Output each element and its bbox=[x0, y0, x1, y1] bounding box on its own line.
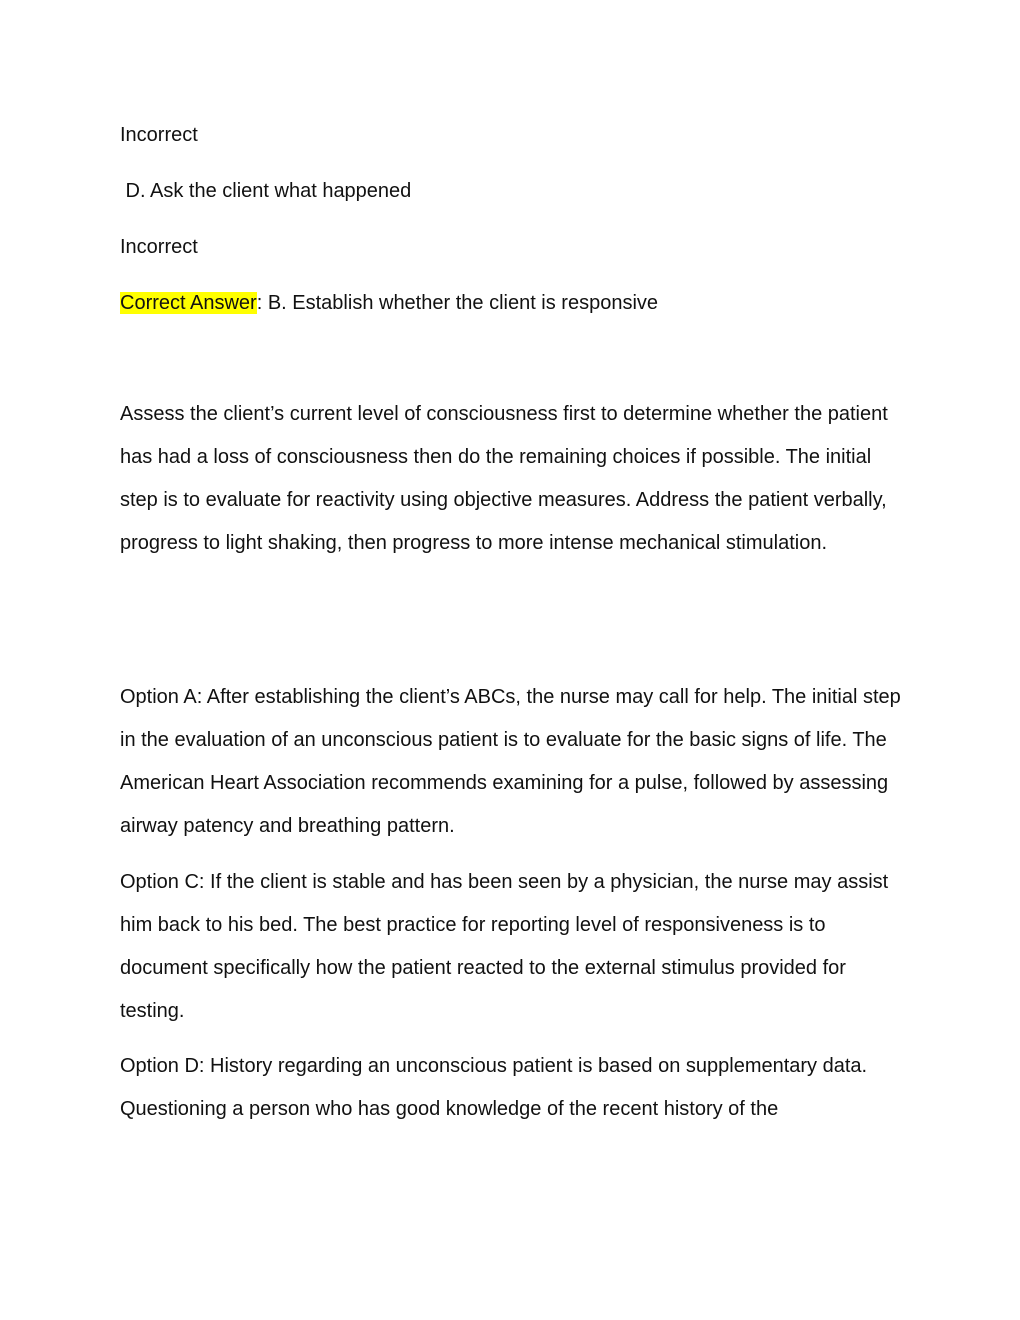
correct-answer-line bbox=[120, 289, 910, 317]
correct-answer-text: : B. Establish whether the client is responsive bbox=[256, 292, 659, 314]
rationale-paragraph: Assess the client’s current level of consciousness first to determine whether the patient has had a loss of consciousness then do the remaining choices if possible. The initial step is to evaluate for reactivity using objective measures. Address the patient verbally, progress to light shaking, then progress to more intense mechanical stimulation. bbox=[120, 403, 888, 554]
incorrect-label-2: Incorrect bbox=[120, 236, 198, 258]
option-d-line: D. Ask the client what happened bbox=[120, 180, 412, 202]
option-c-paragraph: Option C: If the client is stable and has been seen by a physician, the nurse may assist him back to his bed. The best practice for reporting level of responsiveness is to document specifically how the patient reacted to the external stimulus provided for testing. bbox=[120, 871, 889, 1022]
correct-answer-highlight: Correct Answer bbox=[120, 292, 257, 314]
option-a-paragraph: Option A: After establishing the client’s ABCs, the nurse may call for help. The initial step in the evaluation of an unconscious patient is to evaluate for the basic signs of life. The American Heart Association recommends examining for a pulse, followed by assessing airway patency and breathing pattern. bbox=[120, 686, 901, 837]
incorrect-label-1: Incorrect bbox=[120, 124, 198, 146]
option-d-paragraph: Option D: History regarding an unconscious patient is based on supplementary data. Questioning a person who has good knowledge of the recent history of the bbox=[120, 1055, 868, 1120]
